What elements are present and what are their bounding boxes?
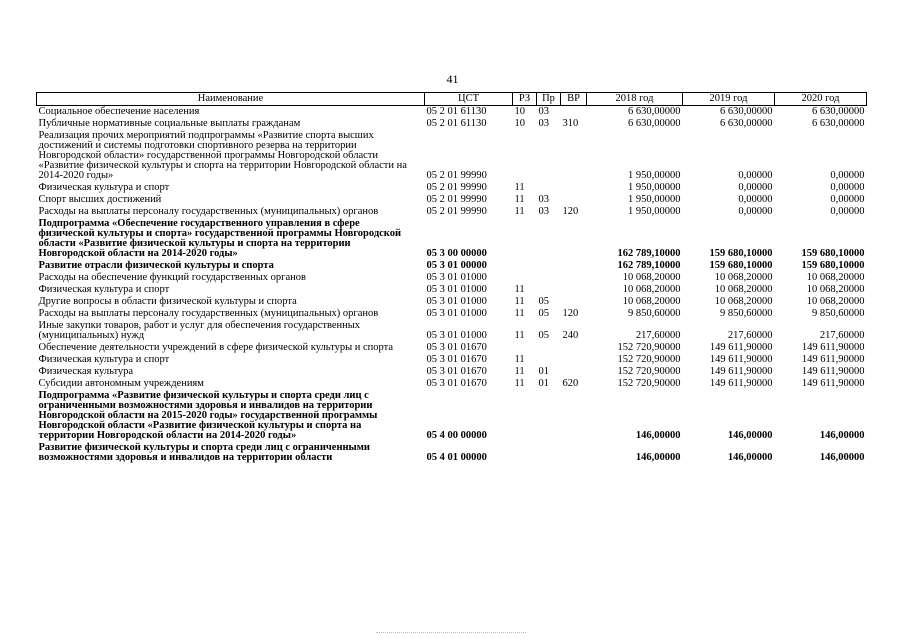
row-rz-cell: 11 <box>514 182 525 193</box>
row-2020-cell: 0,00000 <box>830 194 865 205</box>
row-cst-cell: 05 2 01 99990 <box>426 170 487 181</box>
header-2019: 2019 год <box>683 93 775 106</box>
row-vr-cell: 120 <box>562 308 579 319</box>
row-rz-cell: 11 <box>514 284 525 295</box>
row-2019-cell: 0,00000 <box>738 194 773 205</box>
row-cst-cell: 05 3 01 01670 <box>426 354 487 365</box>
row-name-cell: Подпрограмма «Обеспечение государственного управления в сфере физической культуры и спорта» государственной программы Новгородской области «Развитие физической культуры и спорта на территории Новгородской области на 2014-2020 годы» <box>38 218 402 259</box>
row-2019-cell: 159 680,10000 <box>709 248 773 259</box>
row-cst-cell: 05 2 01 61130 <box>426 118 487 129</box>
row-2018-cell: 152 720,90000 <box>617 366 681 377</box>
row-pr-cell <box>537 342 561 354</box>
row-2018-cell: 9 850,60000 <box>628 308 681 319</box>
header-name: Наименование <box>37 93 425 106</box>
row-2020-cell: 146,00000 <box>819 430 865 441</box>
row-2020-cell: 149 611,90000 <box>801 354 865 365</box>
row-pr-cell <box>537 218 561 260</box>
header-vr: ВР <box>561 93 587 106</box>
row-cst-cell: 05 3 01 01670 <box>426 378 487 389</box>
row-2020-cell: 9 850,60000 <box>812 308 865 319</box>
table-row <box>37 130 867 182</box>
row-name-cell: Иные закупки товаров, работ и услуг для обеспечения государственных (муниципальных) нужд <box>38 320 361 341</box>
table-row <box>37 354 867 366</box>
table-row <box>37 206 867 218</box>
row-2018-cell: 146,00000 <box>635 430 681 441</box>
row-pr-cell: 03 <box>538 194 549 205</box>
row-pr-cell: 05 <box>538 308 549 319</box>
row-vr-cell <box>561 354 587 366</box>
row-vr-cell: 120 <box>562 206 579 217</box>
row-2020-cell: 10 068,20000 <box>806 284 865 295</box>
row-vr-cell <box>561 194 587 206</box>
table-row <box>37 296 867 308</box>
row-rz-cell: 11 <box>514 366 525 377</box>
row-name-cell: Социальное обеспечение населения <box>38 106 200 117</box>
row-cst-cell: 05 3 01 01670 <box>426 366 487 377</box>
table-row <box>37 106 867 119</box>
row-2020-cell: 149 611,90000 <box>801 378 865 389</box>
row-2020-cell: 10 068,20000 <box>806 272 865 283</box>
row-rz-cell: 11 <box>514 308 525 319</box>
row-rz-cell: 10 <box>514 106 525 117</box>
row-2018-cell: 146,00000 <box>635 452 681 463</box>
budget-table <box>36 92 867 464</box>
row-2020-cell: 0,00000 <box>830 206 865 217</box>
table-row <box>37 194 867 206</box>
row-2020-cell: 149 611,90000 <box>801 366 865 377</box>
row-cst-cell: 05 2 01 99990 <box>426 194 487 205</box>
row-2020-cell: 0,00000 <box>830 182 865 193</box>
row-2018-cell: 152 720,90000 <box>617 378 681 389</box>
row-vr-cell <box>561 218 587 260</box>
table-row <box>37 182 867 194</box>
header-2020: 2020 год <box>775 93 867 106</box>
row-2018-cell: 162 789,10000 <box>617 260 681 271</box>
row-pr-cell: 03 <box>538 206 549 217</box>
row-2020-cell: 159 680,10000 <box>801 260 865 271</box>
row-rz-cell <box>513 272 537 284</box>
row-vr-cell <box>561 130 587 182</box>
row-pr-cell <box>537 130 561 182</box>
row-cst-cell: 05 3 00 00000 <box>426 248 487 259</box>
row-cst-cell: 05 2 01 99990 <box>426 206 487 217</box>
row-2019-cell: 0,00000 <box>738 170 773 181</box>
row-2019-cell: 217,60000 <box>727 330 773 341</box>
row-2018-cell: 217,60000 <box>635 330 681 341</box>
row-name-cell: Обеспечение деятельности учреждений в сфере физической культуры и спорта <box>38 342 394 353</box>
table-header-row <box>37 93 867 106</box>
row-cst-cell: 05 3 01 00000 <box>426 260 487 271</box>
row-rz-cell: 11 <box>514 296 525 307</box>
row-2018-cell: 6 630,00000 <box>628 106 681 117</box>
row-2018-cell: 10 068,20000 <box>622 272 681 283</box>
row-2018-cell: 1 950,00000 <box>628 194 681 205</box>
row-2019-cell: 149 611,90000 <box>709 354 773 365</box>
row-2019-cell: 149 611,90000 <box>709 366 773 377</box>
row-vr-cell <box>561 390 587 442</box>
row-2018-cell: 1 950,00000 <box>628 182 681 193</box>
row-2019-cell: 6 630,00000 <box>720 118 773 129</box>
row-rz-cell: 11 <box>514 194 525 205</box>
row-vr-cell: 620 <box>562 378 579 389</box>
row-rz-cell <box>513 390 537 442</box>
row-pr-cell <box>537 284 561 296</box>
row-name-cell: Подпрограмма «Развитие физической культуры и спорта среди лиц с ограниченными возможностями здоровья и инвалидов на территории Новгородской области на 2015-2020 годы» государственной программы Новгородской области «Развитие физической культуры и спорта на территории Новгородской области на 2014-2020 годы» <box>38 390 378 441</box>
row-vr-cell: 240 <box>562 330 579 341</box>
table-row <box>37 320 867 342</box>
row-2019-cell: 10 068,20000 <box>714 272 773 283</box>
row-rz-cell <box>513 260 537 272</box>
row-vr-cell <box>561 260 587 272</box>
row-2018-cell: 162 789,10000 <box>617 248 681 259</box>
row-pr-cell <box>537 272 561 284</box>
row-cst-cell: 05 3 01 01000 <box>426 330 487 341</box>
row-2020-cell: 6 630,00000 <box>812 106 865 117</box>
row-2019-cell: 149 611,90000 <box>709 342 773 353</box>
row-name-cell: Физическая культура и спорт <box>38 182 170 193</box>
row-2018-cell: 1 950,00000 <box>628 206 681 217</box>
row-vr-cell <box>561 442 587 464</box>
row-2019-cell: 0,00000 <box>738 206 773 217</box>
row-vr-cell <box>561 182 587 194</box>
row-2020-cell: 6 630,00000 <box>812 118 865 129</box>
table-row <box>37 366 867 378</box>
row-rz-cell <box>513 218 537 260</box>
header-pr: Пр <box>537 93 561 106</box>
row-name-cell: Физическая культура и спорт <box>38 284 170 295</box>
row-2019-cell: 146,00000 <box>727 430 773 441</box>
row-2018-cell: 6 630,00000 <box>628 118 681 129</box>
row-rz-cell: 10 <box>514 118 525 129</box>
row-pr-cell: 05 <box>538 330 549 341</box>
row-rz-cell: 11 <box>514 330 525 341</box>
row-cst-cell: 05 3 01 01670 <box>426 342 487 353</box>
row-pr-cell <box>537 354 561 366</box>
table-row <box>37 378 867 390</box>
row-rz-cell <box>513 442 537 464</box>
row-2019-cell: 149 611,90000 <box>709 378 773 389</box>
row-2018-cell: 1 950,00000 <box>628 170 681 181</box>
row-cst-cell: 05 3 01 01000 <box>426 308 487 319</box>
row-pr-cell: 05 <box>538 296 549 307</box>
row-name-cell: Развитие физической культуры и спорта среди лиц с ограниченными возможностями здоровья и инвалидов на территории области <box>38 442 370 463</box>
header-rz: РЗ <box>513 93 537 106</box>
table-body <box>37 106 867 465</box>
row-name-cell: Расходы на обеспечение функций государственных органов <box>38 272 306 283</box>
row-2020-cell: 149 611,90000 <box>801 342 865 353</box>
row-pr-cell: 03 <box>538 106 549 117</box>
table-row <box>37 308 867 320</box>
row-2018-cell: 10 068,20000 <box>622 284 681 295</box>
row-cst-cell: 05 3 01 01000 <box>426 272 487 283</box>
row-2020-cell: 146,00000 <box>819 452 865 463</box>
row-name-cell: Реализация прочих мероприятий подпрограммы «Развитие спорта высших достижений и системы подготовки спортивного резерва на территории Новгородской области» государственной программы Новгородской области «Развитие физической культуры и спорта на территории Новгородской области на 2014-2020 годы» <box>38 130 407 181</box>
row-2019-cell: 146,00000 <box>727 452 773 463</box>
row-2019-cell: 159 680,10000 <box>709 260 773 271</box>
table-row <box>37 342 867 354</box>
row-rz-cell <box>513 342 537 354</box>
table-row <box>37 260 867 272</box>
row-name-cell: Расходы на выплаты персоналу государственных (муниципальных) органов <box>38 206 379 217</box>
row-cst-cell: 05 2 01 61130 <box>426 106 487 117</box>
table-row <box>37 218 867 260</box>
row-cst-cell: 05 4 00 00000 <box>426 430 487 441</box>
table-row <box>37 118 867 130</box>
row-2019-cell: 10 068,20000 <box>714 284 773 295</box>
row-2019-cell: 6 630,00000 <box>720 106 773 117</box>
scan-artifact <box>376 632 526 636</box>
row-rz-cell: 11 <box>514 206 525 217</box>
row-pr-cell <box>537 182 561 194</box>
row-name-cell: Расходы на выплаты персоналу государственных (муниципальных) органов <box>38 308 379 319</box>
row-cst-cell: 05 4 01 00000 <box>426 452 487 463</box>
row-2018-cell: 152 720,90000 <box>617 354 681 365</box>
row-cst-cell: 05 3 01 01000 <box>426 284 487 295</box>
row-cst-cell: 05 3 01 01000 <box>426 296 487 307</box>
row-2018-cell: 10 068,20000 <box>622 296 681 307</box>
row-2020-cell: 10 068,20000 <box>806 296 865 307</box>
row-vr-cell <box>561 296 587 308</box>
row-2019-cell: 10 068,20000 <box>714 296 773 307</box>
row-rz-cell <box>513 130 537 182</box>
row-pr-cell: 01 <box>538 378 549 389</box>
table-row <box>37 390 867 442</box>
row-name-cell: Другие вопросы в области физической культуры и спорта <box>38 296 297 307</box>
header-2018: 2018 год <box>587 93 683 106</box>
row-2019-cell: 0,00000 <box>738 182 773 193</box>
table-row <box>37 284 867 296</box>
row-2020-cell: 217,60000 <box>819 330 865 341</box>
row-rz-cell: 11 <box>514 378 525 389</box>
row-name-cell: Физическая культура <box>38 366 134 377</box>
row-2020-cell: 159 680,10000 <box>801 248 865 259</box>
row-pr-cell: 01 <box>538 366 549 377</box>
row-vr-cell: 310 <box>562 118 579 129</box>
row-vr-cell <box>561 342 587 354</box>
row-2018-cell: 152 720,90000 <box>617 342 681 353</box>
row-2019-cell: 9 850,60000 <box>720 308 773 319</box>
row-name-cell: Публичные нормативные социальные выплаты гражданам <box>38 118 301 129</box>
row-pr-cell: 03 <box>538 118 549 129</box>
row-vr-cell <box>561 366 587 378</box>
table-row <box>37 272 867 284</box>
row-pr-cell <box>537 260 561 272</box>
row-2020-cell: 0,00000 <box>830 170 865 181</box>
row-rz-cell: 11 <box>514 354 525 365</box>
page-number: 41 <box>446 72 459 86</box>
row-cst-cell: 05 2 01 99990 <box>426 182 487 193</box>
row-vr-cell <box>561 272 587 284</box>
row-name-cell: Физическая культура и спорт <box>38 354 170 365</box>
row-name-cell: Развитие отрасли физической культуры и спорта <box>38 260 274 271</box>
table-row <box>37 442 867 464</box>
row-pr-cell <box>537 390 561 442</box>
row-pr-cell <box>537 442 561 464</box>
row-name-cell: Спорт высших достижений <box>38 194 162 205</box>
row-vr-cell <box>561 106 587 119</box>
header-cst: ЦСТ <box>425 93 513 106</box>
row-vr-cell <box>561 284 587 296</box>
row-name-cell: Субсидии автономным учреждениям <box>38 378 204 389</box>
